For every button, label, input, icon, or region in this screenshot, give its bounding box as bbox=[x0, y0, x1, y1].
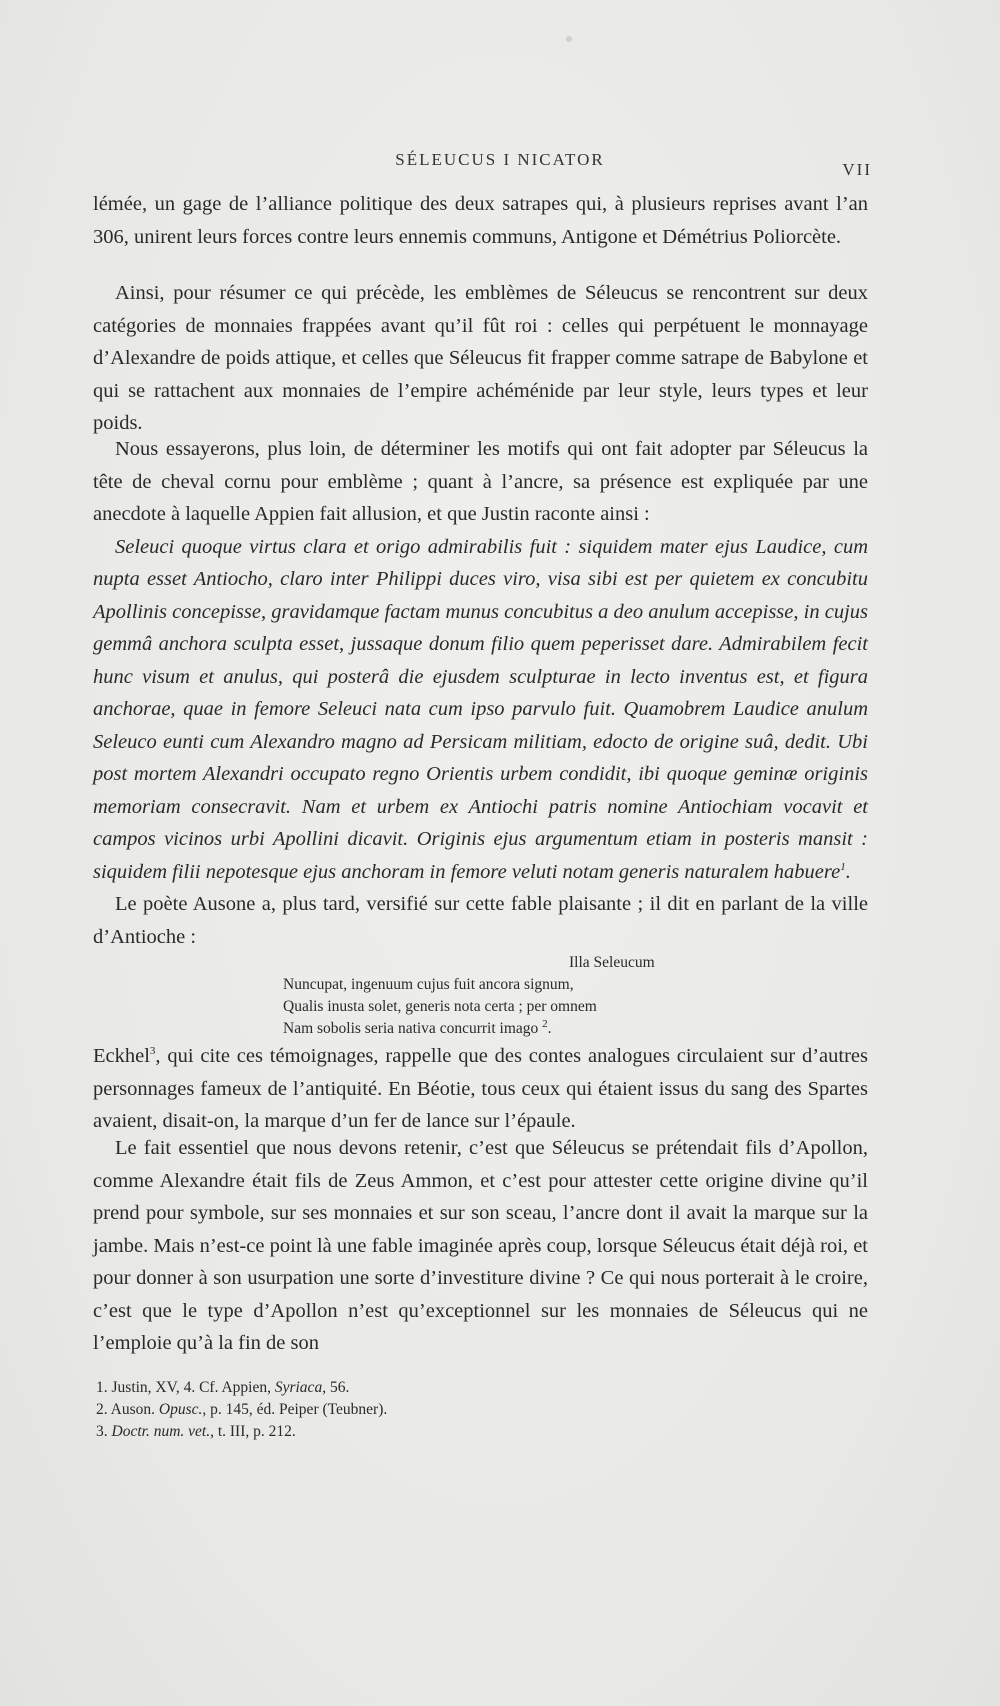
footnote-number: 3. bbox=[96, 1423, 108, 1440]
quotation-text: Seleuci quoque virtus clara et origo admirabilis fuit : siquidem mater ejus Laudice, cum nupta esset Antiocho, claro inter Philippi duces viro, visa sibi est per quietem ex concubitu Apollinis concepisse, gravidamque factam munus concubitus a deo anulum accepisse, in cujus gemmâ anchora sculpta esset, jussaque donum filio quem peperisset dare. Admirabilem fecit hunc visum et anulus, qui posterâ die ejusdem sculpturae in lecto inventus est, et figura anchorae, quae in femore Seleuci nata cum ipso parvulo fuit. Quamobrem Laudice anulum Seleuco eunti cum Alexandro magno ad Persicam militiam, edocto de origine suâ, dedit. Ubi post mortem Alexandri occupato regno Orientis urbem condidit, ibi quoque geminæ originis memoriam consecravit. Nam et urbem ex Antiochi patris nomine Antiochiam vocavit et campos vicinos urbi Apollini dicavit. Originis ejus argumentum etiam in posteris mansit : siquidem filii nepotesque ejus anchoram in femore veluti notam generis naturalem habuere bbox=[93, 535, 868, 883]
footnote-italic: Opusc. bbox=[158, 1401, 203, 1418]
footnote-2 bbox=[96, 1399, 796, 1421]
footnote-number: 2. bbox=[96, 1401, 108, 1418]
verse-line: Nuncupat, ingenuum cujus fuit ancora signum, bbox=[283, 976, 574, 993]
footnote-italic: Doctr. num. vet. bbox=[111, 1423, 211, 1440]
verse-text: Nam sobolis seria nativa concurrit imago bbox=[283, 1020, 539, 1037]
running-header-title: SÉLEUCUS I NICATOR bbox=[395, 150, 605, 169]
paper-speck bbox=[566, 36, 572, 42]
verse-line bbox=[283, 1018, 683, 1040]
paragraph-body: , qui cite ces témoignages, rappelle que des contes analogues circulaient sur d’autres personnages fameux de l’antiquité. En Béotie, tous ceux qui étaient issus du sang des Spartes avaient, disait-on, la marque d’un fer de lance sur l’épaule. bbox=[93, 1045, 868, 1132]
verse-line: Illa Seleucum bbox=[569, 954, 655, 971]
paragraph-text: Nous essayerons, plus loin, de déterminer les motifs qui ont fait adopter par Séleucus la tête de cheval cornu pour emblème ; quant à l’ancre, sa présence est expliquée par une anecdote à laquelle Appien fait allusion, et que Justin raconte ainsi : bbox=[93, 438, 868, 525]
paragraph-continuation bbox=[93, 188, 868, 253]
footnotes bbox=[96, 1377, 796, 1443]
footnote-end: , t. III, p. 212. bbox=[210, 1423, 296, 1440]
verse-quotation bbox=[283, 952, 683, 1040]
footnote-end: , p. 145, éd. Peiper (Teubner). bbox=[202, 1401, 388, 1418]
paragraph-text: Le fait essentiel que nous devons retenir, c’est que Séleucus se prétendait fils d’Apollon, comme Alexandre était fils de Zeus Ammon, et c’est pour attester cette origine divine qu’il prend pour symbole, sur ses monnaies et sur son sceau, l’ancre dont il avait la marque sur la jambe. Mais n’est-ce point là une fable imaginée après coup, lorsque Séleucus était déjà roi, et pour donner à son usurpation une sorte d’investiture divine ? Ce qui nous porterait à le croire, c’est que le type d’Apollon n’est qu’exceptionnel sur les monnaies de Séleucus qui ne l’emploie qu’à la fin de son bbox=[93, 1137, 868, 1354]
quotation-end: . bbox=[845, 860, 851, 883]
paragraph-lead: Eckhel bbox=[93, 1045, 150, 1067]
paragraph-summary bbox=[93, 277, 868, 440]
footnote-1 bbox=[96, 1377, 796, 1399]
footnote-ref: 2 bbox=[542, 1017, 548, 1030]
verse-end: . bbox=[547, 1020, 552, 1037]
verse-line: Qualis inusta solet, generis nota certa ; per omnem bbox=[283, 998, 597, 1015]
footnote-text: Auson. bbox=[110, 1401, 156, 1418]
paragraph-text: Ainsi, pour résumer ce qui précède, les emblèmes de Séleucus se rencontrent sur deux catégories de monnaies frappées avant qu’il fût roi : celles qui perpétuent le monnayage d’Alexandre de poids attique, et celles que Séleucus fit frapper comme satrape de Babylone et qui se rattachent aux monnaies de l’empire achéménide par leur style, leurs types et leur poids. bbox=[93, 282, 868, 434]
footnote-ref: 3 bbox=[149, 1045, 156, 1058]
paragraph-eckhel bbox=[93, 1040, 868, 1138]
footnote-ref: 1 bbox=[840, 860, 846, 873]
latin-quotation bbox=[93, 531, 868, 889]
page-number: VII bbox=[842, 160, 872, 179]
footnote-end: , 56. bbox=[322, 1379, 350, 1396]
paragraph-text: lémée, un gage de l’alliance politique des deux satrapes qui, à plusieurs reprises avant l’an 306, unirent leurs forces contre leurs ennemis communs, Antigone et Démétrius Poliorcète. bbox=[93, 193, 868, 248]
footnote-3 bbox=[96, 1421, 796, 1443]
footnote-italic: Syriaca bbox=[274, 1379, 323, 1396]
paragraph-text bbox=[93, 1040, 868, 1138]
paragraph-text: Le poète Ausone a, plus tard, versifié sur cette fable plaisante ; il dit en parlant de la ville d’Antioche : bbox=[93, 893, 868, 948]
footnote-text: Justin, XV, 4. Cf. Appien, bbox=[111, 1379, 271, 1396]
footnote-number: 1. bbox=[96, 1379, 108, 1396]
paragraph-justin-quote bbox=[93, 433, 868, 953]
paragraph-essential bbox=[93, 1132, 868, 1360]
